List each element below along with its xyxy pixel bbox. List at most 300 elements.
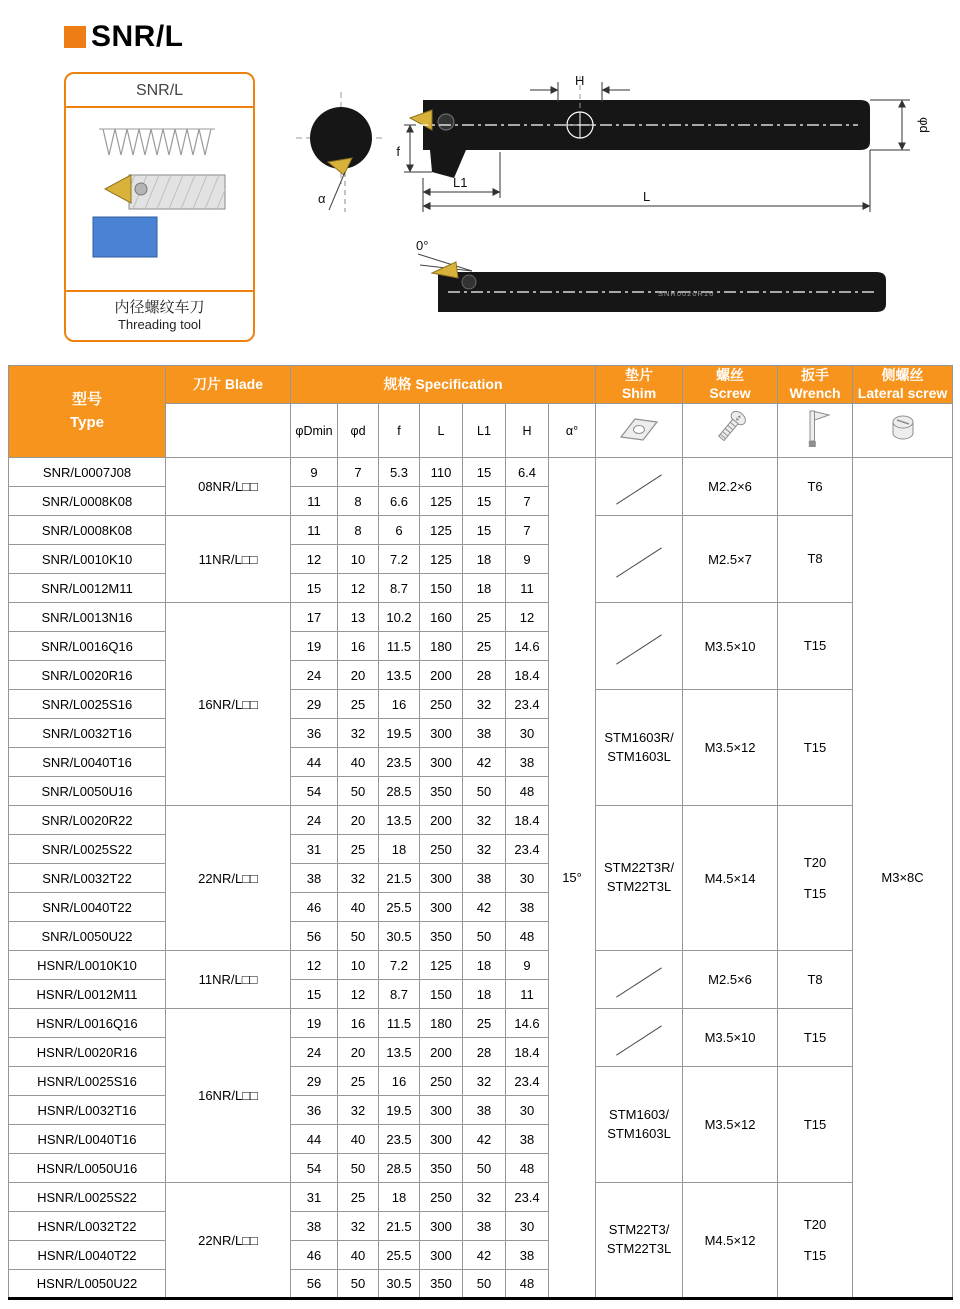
f-cell: 25.5 bbox=[379, 1241, 420, 1270]
d-cell: 20 bbox=[338, 806, 379, 835]
d-cell: 10 bbox=[338, 951, 379, 980]
f-cell: 11.5 bbox=[379, 632, 420, 661]
shim-text: STM1603/ bbox=[609, 1106, 670, 1122]
type-cell: SNR/L0013N16 bbox=[9, 603, 166, 632]
bar-marking: SNR0020R16 bbox=[658, 289, 715, 298]
dmin-cell: 36 bbox=[291, 719, 338, 748]
dmin-cell: 46 bbox=[291, 893, 338, 922]
dim-label-L: L bbox=[643, 189, 651, 204]
tool-info-box bbox=[64, 72, 255, 342]
type-cell: SNR/L0025S16 bbox=[9, 690, 166, 719]
shim-text: STM1603L bbox=[607, 1125, 671, 1141]
d-cell: 25 bbox=[338, 690, 379, 719]
L-cell: 350 bbox=[420, 922, 463, 951]
f-cell: 21.5 bbox=[379, 1212, 420, 1241]
H-cell: 48 bbox=[506, 922, 549, 951]
H-cell: 7 bbox=[506, 516, 549, 545]
f-cell: 23.5 bbox=[379, 748, 420, 777]
col-header-f: f bbox=[379, 404, 420, 458]
L-cell: 160 bbox=[420, 603, 463, 632]
type-cell: HSNR/L0025S22 bbox=[9, 1183, 166, 1212]
na-diagonal bbox=[616, 634, 662, 664]
tool-caption bbox=[66, 292, 253, 340]
title-bullet-icon bbox=[64, 26, 86, 48]
wrench-cell bbox=[778, 603, 853, 690]
d-cell: 32 bbox=[338, 1212, 379, 1241]
insert-icon bbox=[432, 262, 458, 278]
L1-cell: 32 bbox=[463, 835, 506, 864]
H-cell: 23.4 bbox=[506, 690, 549, 719]
dmin-cell: 11 bbox=[291, 516, 338, 545]
dmin-cell: 9 bbox=[291, 458, 338, 487]
wrench-icon bbox=[778, 404, 853, 458]
H-cell: 14.6 bbox=[506, 632, 549, 661]
d-cell: 50 bbox=[338, 922, 379, 951]
d-cell: 25 bbox=[338, 1067, 379, 1096]
shim-cell bbox=[596, 690, 683, 806]
f-cell: 5.3 bbox=[379, 458, 420, 487]
H-cell: 18.4 bbox=[506, 806, 549, 835]
d-cell: 50 bbox=[338, 777, 379, 806]
d-cell: 32 bbox=[338, 719, 379, 748]
H-cell: 38 bbox=[506, 1125, 549, 1154]
L1-cell: 15 bbox=[463, 487, 506, 516]
f-cell: 13.5 bbox=[379, 806, 420, 835]
shim-text: STM22T3/ bbox=[608, 1222, 670, 1238]
page-title: SNR/L bbox=[91, 20, 184, 53]
H-cell: 38 bbox=[506, 1241, 549, 1270]
screw-icon bbox=[683, 404, 778, 458]
screw-cell: M2.5×6 bbox=[683, 951, 778, 1009]
lateral-cell: M3×8C bbox=[853, 458, 953, 1299]
dmin-cell: 54 bbox=[291, 777, 338, 806]
screw-cell: M3.5×10 bbox=[683, 1009, 778, 1067]
H-cell: 23.4 bbox=[506, 1067, 549, 1096]
dim-label-H: H bbox=[575, 73, 585, 88]
f-cell: 6 bbox=[379, 516, 420, 545]
type-cell: SNR/L0050U16 bbox=[9, 777, 166, 806]
L-cell: 110 bbox=[420, 458, 463, 487]
screw-cell: M3.5×12 bbox=[683, 1067, 778, 1183]
shim-cell bbox=[596, 458, 683, 516]
col-header-L1: L1 bbox=[463, 404, 506, 458]
L-cell: 250 bbox=[420, 690, 463, 719]
H-cell: 11 bbox=[506, 980, 549, 1009]
blade-cell: 22NR/L□□ bbox=[166, 1183, 291, 1299]
L1-cell: 18 bbox=[463, 545, 506, 574]
L1-cell: 42 bbox=[463, 1241, 506, 1270]
dmin-cell: 31 bbox=[291, 1183, 338, 1212]
info-box-title: SNR/L bbox=[135, 82, 184, 99]
f-cell: 7.2 bbox=[379, 545, 420, 574]
col-header-d: φd bbox=[338, 404, 379, 458]
clamp-screw-icon bbox=[135, 183, 147, 195]
blade-cell: 11NR/L□□ bbox=[166, 516, 291, 603]
L1-cell: 15 bbox=[463, 458, 506, 487]
L1-cell: 25 bbox=[463, 603, 506, 632]
dim-label-f: f bbox=[396, 144, 400, 159]
col-header-alpha: α° bbox=[549, 404, 596, 458]
shim-cell bbox=[596, 951, 683, 1009]
H-cell: 11 bbox=[506, 574, 549, 603]
wrench-size: T15 bbox=[803, 1248, 827, 1263]
L-cell: 300 bbox=[420, 719, 463, 748]
type-cell: SNR/L0012M11 bbox=[9, 574, 166, 603]
dmin-cell: 17 bbox=[291, 603, 338, 632]
col-header-blade: 刀片 Blade bbox=[166, 366, 291, 404]
L-cell: 200 bbox=[420, 806, 463, 835]
shim-cell bbox=[596, 1067, 683, 1183]
workpiece-block bbox=[93, 217, 157, 257]
side-view-2 bbox=[416, 238, 886, 312]
shim-cell bbox=[596, 516, 683, 603]
d-cell: 8 bbox=[338, 487, 379, 516]
L1-cell: 38 bbox=[463, 864, 506, 893]
col-header-type-en: Type bbox=[70, 413, 104, 431]
H-cell: 12 bbox=[506, 603, 549, 632]
L1-cell: 18 bbox=[463, 951, 506, 980]
col-header-shim-cn: 垫片 bbox=[625, 367, 654, 383]
dmin-cell: 36 bbox=[291, 1096, 338, 1125]
f-cell: 16 bbox=[379, 690, 420, 719]
L1-cell: 28 bbox=[463, 661, 506, 690]
f-cell: 10.2 bbox=[379, 603, 420, 632]
L-cell: 200 bbox=[420, 1038, 463, 1067]
shim-cell bbox=[596, 1009, 683, 1067]
L-cell: 300 bbox=[420, 1125, 463, 1154]
L-cell: 300 bbox=[420, 1212, 463, 1241]
dim-label-alpha: α bbox=[318, 191, 326, 206]
tool-caption-cn: 内径螺纹车刀 bbox=[114, 299, 205, 316]
d-cell: 20 bbox=[338, 661, 379, 690]
side-view bbox=[396, 73, 932, 212]
type-cell: SNR/L0007J08 bbox=[9, 458, 166, 487]
d-cell: 7 bbox=[338, 458, 379, 487]
blade-cell: 11NR/L□□ bbox=[166, 951, 291, 1009]
L1-cell: 50 bbox=[463, 1154, 506, 1183]
col-header-lateral-screw bbox=[853, 366, 953, 404]
technical-drawing bbox=[258, 72, 952, 354]
lateral-screw-icon bbox=[853, 404, 953, 458]
dim-label-zero: 0° bbox=[416, 238, 429, 253]
spec-row bbox=[9, 690, 953, 719]
wrench-size: T8 bbox=[807, 551, 823, 567]
L-cell: 150 bbox=[420, 574, 463, 603]
H-cell: 23.4 bbox=[506, 835, 549, 864]
L1-cell: 25 bbox=[463, 632, 506, 661]
H-cell: 48 bbox=[506, 1154, 549, 1183]
wrench-cell bbox=[778, 516, 853, 603]
L1-cell: 18 bbox=[463, 574, 506, 603]
f-cell: 23.5 bbox=[379, 1125, 420, 1154]
d-cell: 50 bbox=[338, 1154, 379, 1183]
wrench-size: T6 bbox=[807, 478, 823, 494]
H-cell: 18.4 bbox=[506, 661, 549, 690]
type-cell: HSNR/L0020R16 bbox=[9, 1038, 166, 1067]
wrench-size: T20 bbox=[803, 854, 827, 870]
L-cell: 300 bbox=[420, 864, 463, 893]
blade-cell: 22NR/L□□ bbox=[166, 806, 291, 951]
L-cell: 125 bbox=[420, 545, 463, 574]
col-header-shim bbox=[596, 366, 683, 404]
d-cell: 32 bbox=[338, 1096, 379, 1125]
end-view bbox=[296, 92, 386, 212]
d-cell: 10 bbox=[338, 545, 379, 574]
spec-row bbox=[9, 1067, 953, 1096]
wrench-size: T15 bbox=[803, 638, 827, 654]
L-cell: 350 bbox=[420, 777, 463, 806]
L1-cell: 50 bbox=[463, 777, 506, 806]
H-cell: 38 bbox=[506, 748, 549, 777]
f-cell: 8.7 bbox=[379, 574, 420, 603]
d-cell: 12 bbox=[338, 574, 379, 603]
col-header-lateral-cn: 侧螺丝 bbox=[881, 367, 924, 383]
col-header-screw-en: Screw bbox=[709, 384, 751, 401]
dmin-cell: 44 bbox=[291, 1125, 338, 1154]
shim-text: STM1603R/ bbox=[604, 729, 674, 745]
d-cell: 40 bbox=[338, 1125, 379, 1154]
f-cell: 18 bbox=[379, 1183, 420, 1212]
type-cell: SNR/L0020R22 bbox=[9, 806, 166, 835]
shim-text: STM1603L bbox=[607, 748, 671, 764]
f-cell: 8.7 bbox=[379, 980, 420, 1009]
H-cell: 38 bbox=[506, 893, 549, 922]
L-cell: 350 bbox=[420, 1154, 463, 1183]
screw-cell: M4.5×14 bbox=[683, 806, 778, 951]
insert-icon bbox=[105, 175, 131, 203]
H-cell: 14.6 bbox=[506, 1009, 549, 1038]
dmin-cell: 19 bbox=[291, 632, 338, 661]
L-cell: 300 bbox=[420, 748, 463, 777]
col-header-spec: 规格 Specification bbox=[291, 366, 596, 404]
d-cell: 40 bbox=[338, 748, 379, 777]
dmin-cell: 56 bbox=[291, 1270, 338, 1299]
L-cell: 300 bbox=[420, 1241, 463, 1270]
shim-cell bbox=[596, 806, 683, 951]
type-cell: SNR/L0032T16 bbox=[9, 719, 166, 748]
L1-cell: 42 bbox=[463, 1125, 506, 1154]
L1-cell: 18 bbox=[463, 980, 506, 1009]
type-cell: SNR/L0010K10 bbox=[9, 545, 166, 574]
H-cell: 9 bbox=[506, 951, 549, 980]
blade-subheader-empty bbox=[166, 404, 291, 458]
type-cell: SNR/L0040T16 bbox=[9, 748, 166, 777]
wrench-cell bbox=[778, 1009, 853, 1067]
spec-row bbox=[9, 951, 953, 980]
H-cell: 7 bbox=[506, 487, 549, 516]
wrench-size: T20 bbox=[803, 1216, 827, 1232]
shim-icon bbox=[596, 404, 683, 458]
col-header-wrench-en: Wrench bbox=[789, 384, 841, 401]
L-cell: 125 bbox=[420, 487, 463, 516]
H-cell: 30 bbox=[506, 864, 549, 893]
col-header-shim-en: Shim bbox=[621, 384, 657, 401]
dmin-cell: 31 bbox=[291, 835, 338, 864]
f-cell: 16 bbox=[379, 1067, 420, 1096]
type-cell: SNR/L0050U22 bbox=[9, 922, 166, 951]
L-cell: 200 bbox=[420, 661, 463, 690]
f-cell: 30.5 bbox=[379, 1270, 420, 1299]
d-cell: 25 bbox=[338, 835, 379, 864]
type-cell: HSNR/L0016Q16 bbox=[9, 1009, 166, 1038]
H-cell: 9 bbox=[506, 545, 549, 574]
L1-cell: 38 bbox=[463, 719, 506, 748]
type-cell: SNR/L0032T22 bbox=[9, 864, 166, 893]
screw-cell: M2.2×6 bbox=[683, 458, 778, 516]
bar-head-tip bbox=[430, 150, 466, 178]
f-cell: 13.5 bbox=[379, 661, 420, 690]
H-cell: 48 bbox=[506, 1270, 549, 1299]
type-cell: HSNR/L0032T22 bbox=[9, 1212, 166, 1241]
col-header-type-cn: 型号 bbox=[71, 391, 102, 408]
dim-label-phi-d: φd bbox=[917, 117, 932, 133]
H-cell: 23.4 bbox=[506, 1183, 549, 1212]
dmin-cell: 38 bbox=[291, 864, 338, 893]
L1-cell: 42 bbox=[463, 748, 506, 777]
col-header-screw bbox=[683, 366, 778, 404]
dmin-cell: 12 bbox=[291, 545, 338, 574]
col-header-wrench bbox=[778, 366, 853, 404]
d-cell: 16 bbox=[338, 1009, 379, 1038]
type-cell: HSNR/L0025S16 bbox=[9, 1067, 166, 1096]
L1-cell: 50 bbox=[463, 922, 506, 951]
col-header-screw-cn: 螺丝 bbox=[716, 367, 745, 383]
f-cell: 19.5 bbox=[379, 1096, 420, 1125]
spec-row bbox=[9, 603, 953, 632]
d-cell: 40 bbox=[338, 893, 379, 922]
type-cell: SNR/L0025S22 bbox=[9, 835, 166, 864]
L-cell: 250 bbox=[420, 835, 463, 864]
shim-text: STM22T3L bbox=[606, 879, 672, 894]
type-cell: HSNR/L0050U16 bbox=[9, 1154, 166, 1183]
H-cell: 30 bbox=[506, 1096, 549, 1125]
L1-cell: 38 bbox=[463, 1212, 506, 1241]
tool-caption-en: Threading tool bbox=[117, 317, 202, 332]
dim-label-L1: L1 bbox=[453, 175, 468, 190]
wrench-cell bbox=[778, 1067, 853, 1183]
d-cell: 8 bbox=[338, 516, 379, 545]
f-cell: 6.6 bbox=[379, 487, 420, 516]
L1-cell: 25 bbox=[463, 1009, 506, 1038]
type-cell: SNR/L0008K08 bbox=[9, 516, 166, 545]
L1-cell: 38 bbox=[463, 1096, 506, 1125]
L-cell: 125 bbox=[420, 951, 463, 980]
dmin-cell: 24 bbox=[291, 806, 338, 835]
na-diagonal bbox=[616, 474, 662, 504]
type-cell: HSNR/L0032T16 bbox=[9, 1096, 166, 1125]
dmin-cell: 15 bbox=[291, 980, 338, 1009]
spec-row bbox=[9, 1009, 953, 1038]
dmin-cell: 24 bbox=[291, 1038, 338, 1067]
type-cell: HSNR/L0040T22 bbox=[9, 1241, 166, 1270]
internal-thread-profile bbox=[103, 129, 211, 155]
dmin-cell: 15 bbox=[291, 574, 338, 603]
wrench-cell bbox=[778, 458, 853, 516]
shim-text: STM22T3L bbox=[606, 1241, 672, 1256]
L-cell: 250 bbox=[420, 1183, 463, 1212]
type-cell: SNR/L0008K08 bbox=[9, 487, 166, 516]
shim-cell bbox=[596, 1183, 683, 1299]
spec-row bbox=[9, 458, 953, 487]
L-cell: 300 bbox=[420, 1096, 463, 1125]
clamp-screw-icon bbox=[438, 114, 454, 130]
H-cell: 30 bbox=[506, 719, 549, 748]
na-diagonal bbox=[616, 1025, 662, 1055]
wrench-cell bbox=[778, 690, 853, 806]
wrench-size: T15 bbox=[803, 739, 827, 755]
col-header-H: H bbox=[506, 404, 549, 458]
blade-cell: 16NR/L□□ bbox=[166, 603, 291, 806]
d-cell: 13 bbox=[338, 603, 379, 632]
L1-cell: 50 bbox=[463, 1270, 506, 1299]
H-cell: 6.4 bbox=[506, 458, 549, 487]
d-cell: 12 bbox=[338, 980, 379, 1009]
f-cell: 7.2 bbox=[379, 951, 420, 980]
f-cell: 18 bbox=[379, 835, 420, 864]
H-cell: 48 bbox=[506, 777, 549, 806]
dmin-cell: 12 bbox=[291, 951, 338, 980]
d-cell: 16 bbox=[338, 632, 379, 661]
col-header-type bbox=[9, 366, 166, 458]
wrench-size: T8 bbox=[807, 971, 823, 987]
d-cell: 32 bbox=[338, 864, 379, 893]
spec-table bbox=[8, 365, 953, 1300]
type-cell: HSNR/L0050U22 bbox=[9, 1270, 166, 1299]
dmin-cell: 29 bbox=[291, 690, 338, 719]
blade-cell: 08NR/L□□ bbox=[166, 458, 291, 516]
L1-cell: 15 bbox=[463, 516, 506, 545]
dmin-cell: 54 bbox=[291, 1154, 338, 1183]
f-cell: 30.5 bbox=[379, 922, 420, 951]
wrench-cell bbox=[778, 951, 853, 1009]
d-cell: 40 bbox=[338, 1241, 379, 1270]
L1-cell: 32 bbox=[463, 690, 506, 719]
L-cell: 150 bbox=[420, 980, 463, 1009]
screw-cell: M3.5×12 bbox=[683, 690, 778, 806]
clamp-screw-icon bbox=[462, 275, 476, 289]
alpha-cell: 15° bbox=[549, 458, 596, 1299]
L1-cell: 28 bbox=[463, 1038, 506, 1067]
f-cell: 28.5 bbox=[379, 1154, 420, 1183]
type-cell: SNR/L0040T22 bbox=[9, 893, 166, 922]
dmin-cell: 56 bbox=[291, 922, 338, 951]
f-cell: 28.5 bbox=[379, 777, 420, 806]
type-cell: HSNR/L0040T16 bbox=[9, 1125, 166, 1154]
col-header-dmin: φDmin bbox=[291, 404, 338, 458]
dmin-cell: 11 bbox=[291, 487, 338, 516]
d-cell: 20 bbox=[338, 1038, 379, 1067]
wrench-cell bbox=[778, 806, 853, 951]
spec-row bbox=[9, 806, 953, 835]
L-cell: 250 bbox=[420, 1067, 463, 1096]
wrench-size: T15 bbox=[803, 886, 827, 901]
shim-text: STM22T3R/ bbox=[604, 860, 675, 876]
f-cell: 25.5 bbox=[379, 893, 420, 922]
type-cell: SNR/L0020R16 bbox=[9, 661, 166, 690]
d-cell: 50 bbox=[338, 1270, 379, 1299]
wrench-cell bbox=[778, 1183, 853, 1299]
f-cell: 21.5 bbox=[379, 864, 420, 893]
spec-row bbox=[9, 1183, 953, 1212]
type-cell: SNR/L0016Q16 bbox=[9, 632, 166, 661]
L-cell: 180 bbox=[420, 1009, 463, 1038]
dmin-cell: 19 bbox=[291, 1009, 338, 1038]
screw-cell: M4.5×12 bbox=[683, 1183, 778, 1299]
L1-cell: 32 bbox=[463, 1183, 506, 1212]
wrench-size: T15 bbox=[803, 1029, 827, 1045]
blade-cell: 16NR/L□□ bbox=[166, 1009, 291, 1183]
tool-diagram bbox=[66, 108, 253, 290]
